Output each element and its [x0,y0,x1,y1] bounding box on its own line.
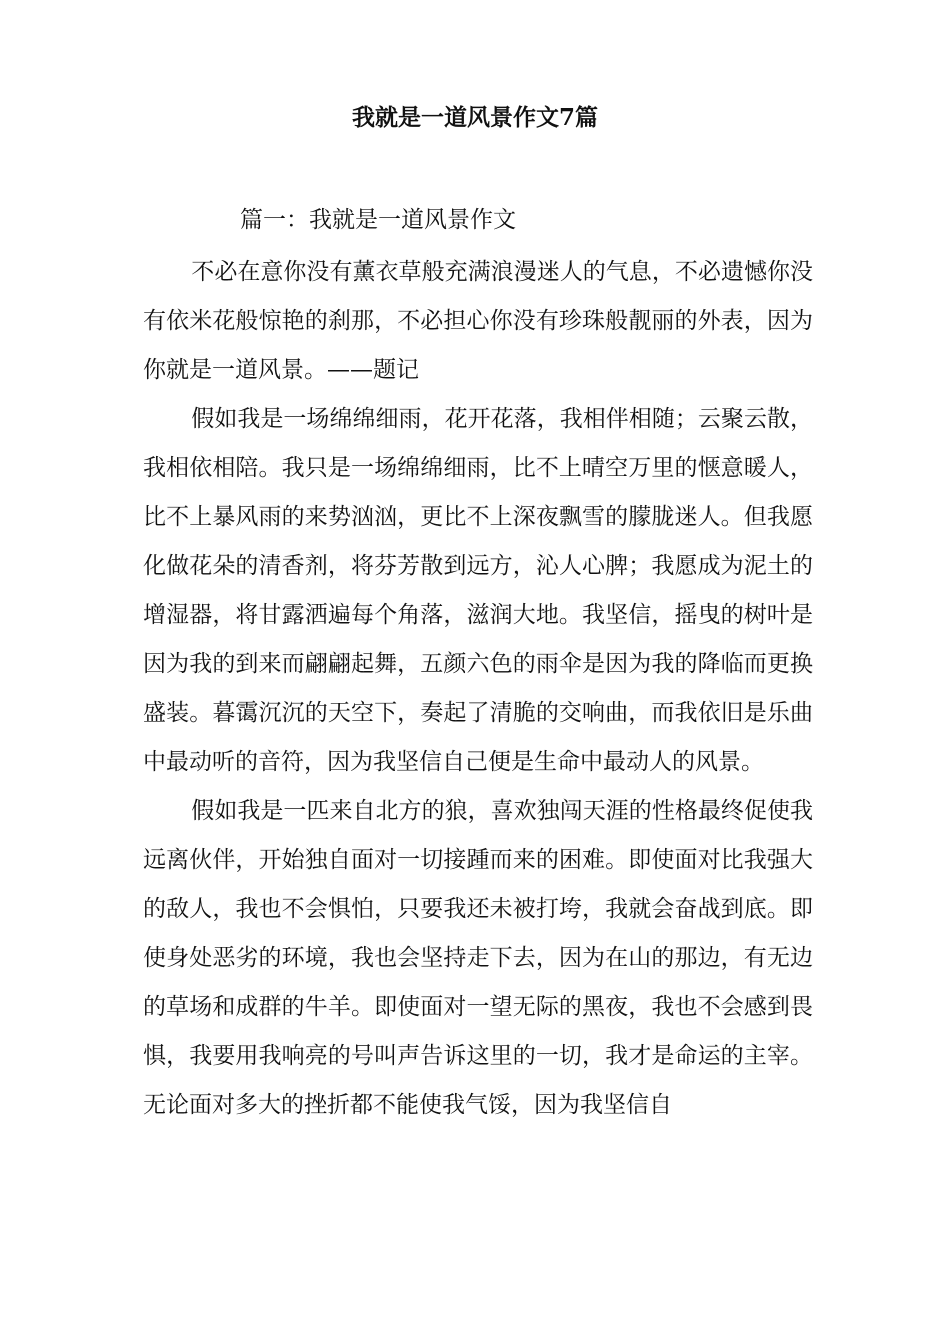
section-heading: 篇一：我就是一道风景作文 [240,207,516,233]
document-body [143,248,813,1130]
paragraph-rain: 假如我是一场绵绵细雨，花开花落，我相伴相随；云聚云散，我相依相陪。我只是一场绵绵细雨，比不上晴空万里的惬意暖人，比不上暴风雨的来势汹汹，更比不上深夜飘雪的朦胧迷人。但我愿化做花朵的清香剂，将芬芳散到远方，沁人心脾；我愿成为泥土的增湿器，将甘露洒遍每个角落，滋润大地。我坚信，摇曳的树叶是因为我的到来而翩翩起舞，五颜六色的雨伞是因为我的降临而更换盛装。暮霭沉沉的天空下，奏起了清脆的交响曲，而我依旧是乐曲中最动听的音符，因为我坚信自己便是生命中最动人的风景。 [143,406,813,775]
document-title: 我就是一道风景作文7篇 [351,104,598,131]
paragraph-epigraph: 不必在意你没有薰衣草般充满浪漫迷人的气息，不必遗憾你没有依米花般惊艳的刹那，不必担心你没有珍珠般靓丽的外表，因为你就是一道风景。——题记 [143,259,813,383]
paragraph-wolf: 假如我是一匹来自北方的狼，喜欢独闯天涯的性格最终促使我远离伙伴，开始独自面对一切接踵而来的困难。即使面对比我强大的敌人，我也不会惧怕，只要我还未被打垮，我就会奋战到底。即使身处恶劣的环境，我也会坚持走下去，因为在山的那边，有无边的草场和成群的牛羊。即使面对一望无际的黑夜，我也不会感到畏惧，我要用我响亮的号叫声告诉这里的一切，我才是命运的主宰。无论面对多大的挫折都不能使我气馁，因为我坚信自 [143,798,813,1118]
